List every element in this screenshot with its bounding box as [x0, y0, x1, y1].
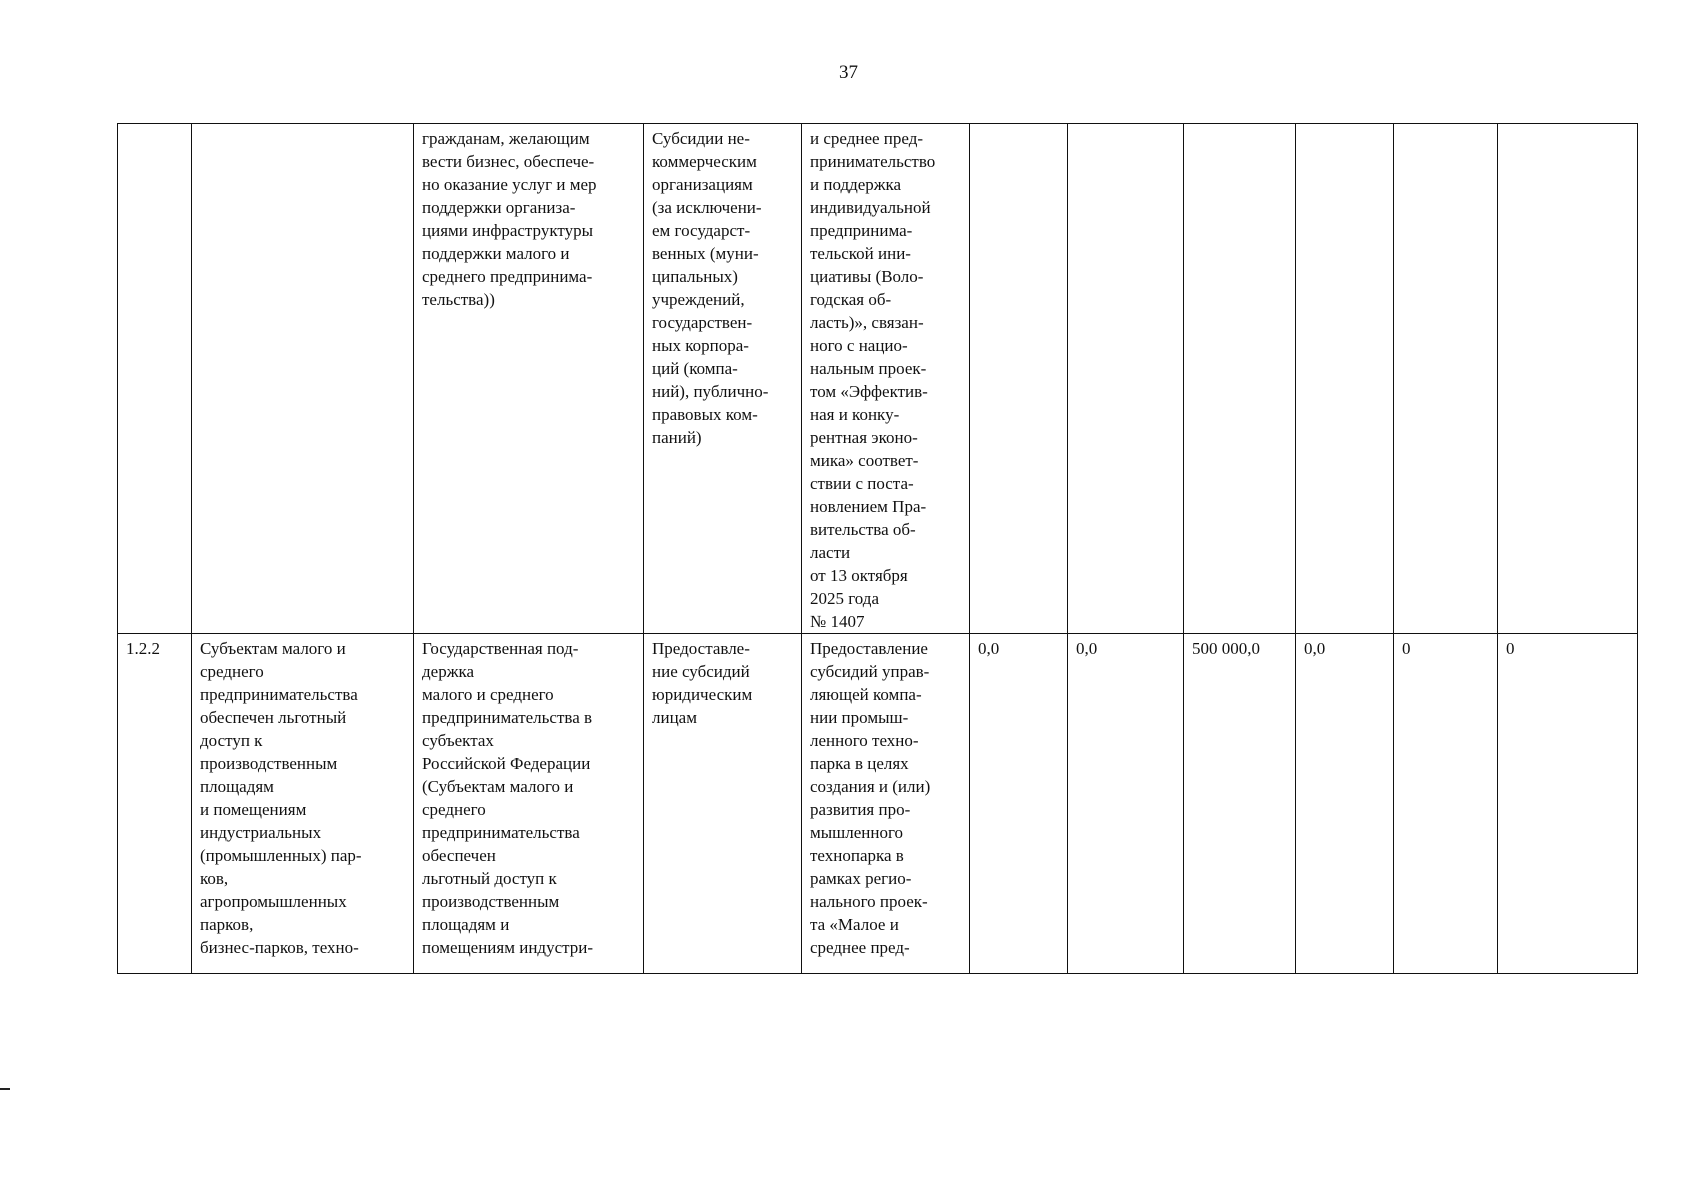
table-cell: Субъектам малого и среднего предпринимательства обеспечен льготный доступ к производственным площадям и помещениям индустриальных (промышленных) пар- ков, агропромышленных парков, бизнес-парков, техно-: [192, 634, 414, 974]
table-cell: Предоставле- ние субсидий юридическим лицам: [644, 634, 802, 974]
table-cell: 1.2.2: [118, 634, 192, 974]
table-cell: Предоставление субсидий управ- ляющей компа- нии промыш- ленного техно- парка в целях создания и (или) развития про- мышленного технопарка в рамках регио- нального проек- та «Малое и среднее пред-: [802, 634, 970, 974]
table-row: [118, 124, 1638, 634]
table-cell: [192, 124, 414, 634]
table-cell: [1068, 124, 1184, 634]
table-cell: [1184, 124, 1296, 634]
table-row: [118, 634, 1638, 974]
page-number: 37: [839, 62, 858, 83]
table-cell: Субсидии не- коммерческим организациям (за исключени- ем государст- венных (муни- ципальных) учреждений, государствен- ных корпора- ций (компа- ний), публично- правовых ком- паний): [644, 124, 802, 634]
table-cell: [1394, 124, 1498, 634]
table-cell: 0,0: [1068, 634, 1184, 974]
table-cell: 0: [1498, 634, 1638, 974]
table-cell: [1296, 124, 1394, 634]
program-table: [117, 123, 1638, 974]
table-cell: 0: [1394, 634, 1498, 974]
table-cell: 0,0: [970, 634, 1068, 974]
table-cell: [118, 124, 192, 634]
table-cell: 0,0: [1296, 634, 1394, 974]
table-cell: гражданам, желающим вести бизнес, обеспече- но оказание услуг и мер поддержки организа- циями инфраструктуры поддержки малого и среднего предпринима- тельства)): [414, 124, 644, 634]
table-cell: [1498, 124, 1638, 634]
table-cell: и среднее пред- принимательство и поддержка индивидуальной предпринима- тельской ини- циативы (Воло- годская об- ласть)», связан- ного с нацио- нальным проек- том «Эффектив- ная и конку- рентная эконо- мика» соответ- ствии с поста- новлением Пра- вительства об- ласти от 13 октября 2025 года № 1407: [802, 124, 970, 634]
scan-edge-mark: [0, 1088, 10, 1090]
table-cell: [970, 124, 1068, 634]
table-cell: 500 000,0: [1184, 634, 1296, 974]
table-cell: Государственная под- держка малого и среднего предпринимательства в субъектах Российской Федерации (Субъектам малого и среднего предпринимательства обеспечен льготный доступ к производственным площадям и помещениям индустри-: [414, 634, 644, 974]
